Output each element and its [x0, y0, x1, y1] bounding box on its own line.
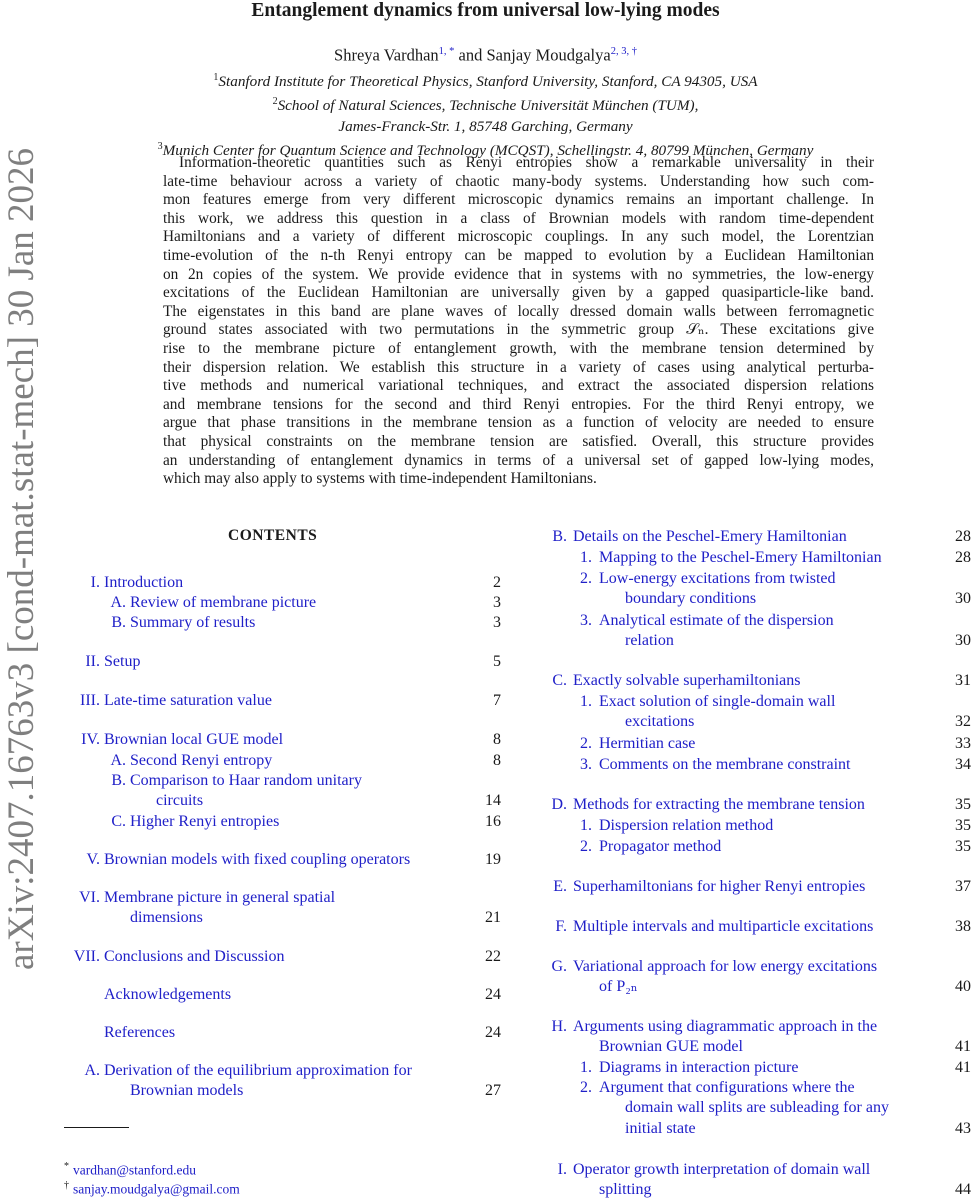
abstract-line: Information-theoretic quantities such as Renyi entropies show a remarkable universality in their — [179, 154, 874, 171]
toc-entry-number[interactable]: 1. — [580, 1059, 592, 1076]
toc-entry-title[interactable]: Acknowledgements — [104, 986, 232, 1003]
abstract-line: late-time behaviour across a variety of chaotic many-body systems. Understanding how such com- — [163, 172, 874, 190]
toc-entry-title[interactable]: Operator growth interpretation of domain wall — [573, 1161, 871, 1178]
toc-right-column — [534, 527, 971, 1200]
toc-entry-number[interactable]: I. — [557, 1161, 567, 1178]
abstract-line: this work, we address this question in a class of Brownian models with random time-dependent — [163, 209, 874, 227]
toc-entry-number[interactable]: 1. — [580, 549, 592, 566]
affiliations — [0, 68, 971, 161]
toc-entry-page: 44 — [955, 1181, 971, 1199]
footnote: * vardhan@stanford.edu — [64, 1161, 197, 1178]
toc-entry-page: 43 — [955, 1119, 971, 1137]
footnote: † sanjay.moudgalya@gmail.com — [64, 1180, 240, 1197]
toc-entry-title[interactable]: boundary conditions — [625, 590, 757, 608]
toc-entry-title[interactable]: Setup — [104, 653, 141, 670]
toc-entry-page: 8 — [493, 731, 501, 748]
toc-entry-page: 2 — [493, 574, 501, 591]
toc-entry-number[interactable]: A. — [110, 752, 126, 769]
toc-entry-number[interactable]: VI. — [79, 889, 100, 906]
toc-entry-title[interactable]: Higher Renyi entropies — [130, 813, 280, 830]
toc-entry-number[interactable]: B. — [111, 614, 126, 631]
footnote-rule — [64, 1127, 129, 1128]
toc-entry-number[interactable]: G. — [551, 958, 567, 975]
abstract-line: argue that phase transitions in the membrane tension as a function of velocity are needed to ensure — [163, 414, 874, 432]
toc-entry-title[interactable]: Review of membrane picture — [130, 594, 317, 611]
toc-entry-number[interactable]: A. — [84, 1062, 100, 1079]
abstract-line: and membrane tensions for the second and third Renyi entropies. For the third Renyi entropy, we — [163, 395, 874, 413]
paper-title: Entanglement dynamics from universal low-lying modes — [251, 0, 720, 21]
toc-entry-number[interactable]: C. — [552, 672, 567, 689]
toc-entry-page: 35 — [955, 817, 971, 834]
abstract-line: rise to the membrane picture of entanglement growth, with the membrane tension determined by — [163, 339, 874, 357]
arxiv-identifier-stamp: arXiv:2407.16763v3 [cond-mat.stat-mech] 30 Jan 2026 — [1, 147, 42, 970]
toc-entry-page: 35 — [955, 796, 971, 813]
toc-entry-title[interactable]: Details on the Peschel-Emery Hamiltonian — [573, 528, 847, 545]
toc-entry-title[interactable]: Brownian local GUE model — [104, 731, 284, 748]
toc-entry-title[interactable]: Comparison to Haar random unitary — [130, 772, 362, 789]
author-affiliation-link[interactable]: 1, * — [438, 46, 455, 57]
toc-entry-title[interactable]: Low-energy excitations from twisted — [599, 570, 836, 587]
author-name: Sanjay Moudgalya — [486, 45, 611, 65]
toc-entry-title[interactable]: excitations — [625, 713, 695, 731]
toc-entry-page: 32 — [955, 713, 971, 731]
toc-entry-title[interactable]: domain wall splits are subleading for any — [625, 1099, 889, 1117]
abstract-line: their dispersion relation. We establish this structure in a variety of cases using analytical perturba- — [163, 358, 874, 376]
toc-entry-title[interactable]: relation — [625, 632, 674, 650]
toc-entry-page: 28 — [955, 528, 971, 545]
toc-entry-title[interactable]: Summary of results — [130, 614, 256, 631]
toc-entry-number[interactable]: 1. — [580, 693, 592, 710]
toc-entry-title[interactable]: Mapping to the Peschel-Emery Hamiltonian — [599, 549, 882, 566]
toc-entry-number[interactable]: C. — [111, 813, 126, 830]
toc-entry-title[interactable]: Late-time saturation value — [104, 692, 272, 709]
author-affiliation-link[interactable]: 2, 3, † — [610, 46, 637, 57]
toc-entry-page: 40 — [955, 978, 971, 996]
toc-entry-number[interactable]: 3. — [580, 756, 592, 773]
toc-entry-title[interactable]: Superhamiltonians for higher Renyi entropies — [573, 878, 866, 895]
toc-entry-title[interactable]: Propagator method — [599, 838, 722, 855]
toc-entry-number[interactable]: E. — [553, 878, 567, 895]
abstract-line: ground states associated with two permutations in the symmetric group 𝒮ₙ. These excitations give — [163, 321, 874, 339]
toc-entry-title[interactable]: Second Renyi entropy — [130, 752, 273, 769]
toc-entry-page: 22 — [485, 948, 501, 965]
toc-entry-title[interactable]: initial state — [625, 1119, 696, 1137]
toc-entry-title[interactable]: Analytical estimate of the dispersion — [599, 612, 834, 629]
toc-entry-title[interactable]: Membrane picture in general spatial — [104, 889, 336, 906]
toc-entry-page: 3 — [493, 614, 501, 631]
toc-entry-page: 8 — [493, 752, 501, 769]
toc-entry-page: 24 — [485, 986, 501, 1003]
toc-entry-title[interactable]: dimensions — [130, 909, 203, 927]
toc-entry-page: 21 — [485, 909, 501, 927]
toc-entry-title[interactable]: Dispersion relation method — [599, 817, 774, 834]
affiliation: James-Franck-Str. 1, 85748 Garching, Germany — [338, 117, 633, 135]
toc-entry-page: 28 — [955, 549, 971, 566]
toc-entry-title[interactable]: splitting — [599, 1181, 652, 1199]
toc-entry-page: 30 — [955, 590, 971, 608]
author-line — [0, 42, 971, 66]
author-name: Shreya Vardhan — [334, 45, 439, 65]
toc-entry-page: 33 — [955, 735, 971, 752]
toc-entry-title[interactable]: Introduction — [104, 574, 184, 591]
toc-entry-page: 31 — [955, 672, 971, 689]
toc-entry-title[interactable]: References — [104, 1024, 176, 1041]
affiliation: $^3$Munich Center for Quantum Science and Technology (MCQST), Schellingstr. 4, 80799 München, Germany — [157, 140, 814, 159]
toc-entry-number[interactable]: 2. — [580, 570, 592, 587]
toc-entry-page: 5 — [493, 653, 501, 670]
toc-entry-page: 7 — [493, 692, 501, 709]
toc-entry-number[interactable]: III. — [80, 692, 100, 709]
toc-entry-title[interactable]: Multiple intervals and multiparticle excitations — [573, 918, 874, 935]
toc-entry-number[interactable]: 2. — [580, 735, 592, 752]
toc-entry-title[interactable]: circuits — [156, 792, 204, 810]
abstract-line: on 2n copies of the system. We provide evidence that in systems with no symmetries, the low-energy — [163, 265, 874, 283]
abstract-line: Hamiltonians and a variety of different microscopic couplings. In any such model, the Lorentzian — [163, 228, 874, 246]
abstract-line: which may also apply to systems with time-independent Hamiltonians. — [163, 470, 597, 488]
abstract-line: time-evolution of the n-th Renyi entropy can be mapped to evolution by a Euclidean Hamiltonian — [163, 246, 874, 264]
toc-entry-number[interactable]: 2. — [580, 1079, 592, 1096]
toc-left-column — [64, 573, 504, 1113]
abstract-line: excitations of the Euclidean Hamiltonian are universally given by a gapped quasiparticle-like band. — [163, 284, 874, 302]
toc-entry-page: 41 — [955, 1038, 971, 1056]
toc-entry-page: 34 — [955, 756, 971, 773]
toc-entry-title[interactable]: Diagrams in interaction picture — [599, 1059, 799, 1076]
email-link[interactable]: sanjay.moudgalya@gmail.com — [73, 1181, 240, 1197]
toc-entry-title[interactable]: Comments on the membrane constraint — [599, 756, 851, 773]
toc-entry-number[interactable]: 1. — [580, 817, 592, 834]
toc-entry-page: 41 — [955, 1059, 971, 1076]
abstract-line: an understanding of entanglement dynamics in terms of a universal set of gapped low-lying modes, — [163, 451, 874, 469]
toc-entry-number[interactable]: I. — [90, 574, 100, 591]
toc-entry-title[interactable]: Hermitian case — [599, 735, 696, 752]
toc-entry-number[interactable]: F. — [555, 918, 567, 935]
toc-entry-page: 14 — [485, 792, 501, 810]
toc-entry-title[interactable]: of P₂ₙ — [599, 978, 638, 996]
toc-entry-page: 3 — [493, 594, 501, 611]
abstract-line: that physical constraints on the membrane tension are satisfied. Overall, this structure provides — [163, 432, 874, 450]
toc-entry-title[interactable]: Arguments using diagrammatic approach in the — [573, 1018, 878, 1035]
toc-entry-number[interactable]: II. — [85, 653, 100, 670]
toc-entry-page: 38 — [955, 918, 971, 935]
toc-entry-number[interactable]: V. — [86, 851, 100, 868]
abstract-line: The eigenstates in this band are plane waves of locally dressed domain walls between ferromagnetic — [163, 302, 874, 320]
toc-entry-number[interactable]: D. — [551, 796, 567, 813]
toc-entry-title[interactable]: Brownian GUE model — [599, 1038, 743, 1056]
toc-entry-title[interactable]: Derivation of the equilibrium approximation for — [104, 1062, 412, 1079]
toc-entry-page: 37 — [955, 878, 971, 895]
toc-entry-number[interactable]: IV. — [81, 731, 100, 748]
toc-entry-page: 24 — [485, 1024, 501, 1041]
toc-entry-number[interactable]: H. — [551, 1018, 567, 1035]
toc-entry-number[interactable]: B. — [552, 528, 567, 545]
abstract-line: mon features emerge from very different microscopic dynamics remains an important challenge. In — [163, 191, 874, 209]
toc-entry-title[interactable]: Variational approach for low energy excitations — [573, 958, 878, 975]
toc-entry-title[interactable]: Exact solution of single-domain wall — [599, 693, 836, 710]
toc-entry-page: 30 — [955, 632, 971, 650]
contents-heading: CONTENTS — [228, 527, 318, 544]
toc-entry-title[interactable]: Brownian models — [130, 1082, 244, 1100]
toc-entry-title[interactable]: Conclusions and Discussion — [104, 948, 285, 965]
toc-entry-number[interactable]: B. — [111, 772, 126, 789]
email-link[interactable]: vardhan@stanford.edu — [73, 1162, 197, 1178]
toc-entry-number[interactable]: A. — [110, 594, 126, 611]
toc-entry-title[interactable]: Brownian models with fixed coupling operators — [104, 851, 411, 868]
author-conjunction: and — [458, 45, 483, 65]
affiliation: $^2$School of Natural Sciences, Technische Universität München (TUM), — [272, 96, 699, 115]
abstract-line: tive methods and numerical variational techniques, and extract the associated dispersion relations — [163, 377, 874, 395]
toc-entry-number[interactable]: 3. — [580, 612, 592, 629]
abstract — [163, 154, 874, 489]
toc-entry-page: 35 — [955, 838, 971, 855]
toc-entry-number[interactable]: VII. — [73, 948, 100, 965]
toc-entry-title[interactable]: Exactly solvable superhamiltonians — [573, 672, 801, 689]
toc-entry-page: 16 — [485, 813, 501, 830]
toc-entry-title[interactable]: Argument that configurations where the — [599, 1079, 855, 1096]
toc-entry-title[interactable]: Methods for extracting the membrane tension — [573, 796, 865, 813]
toc-entry-page: 27 — [485, 1082, 501, 1100]
toc-entry-number[interactable]: 2. — [580, 838, 592, 855]
toc-entry-page: 19 — [485, 851, 501, 868]
affiliation: $^1$Stanford Institute for Theoretical Physics, Stanford University, Stanford, CA 94305, USA — [213, 72, 758, 91]
